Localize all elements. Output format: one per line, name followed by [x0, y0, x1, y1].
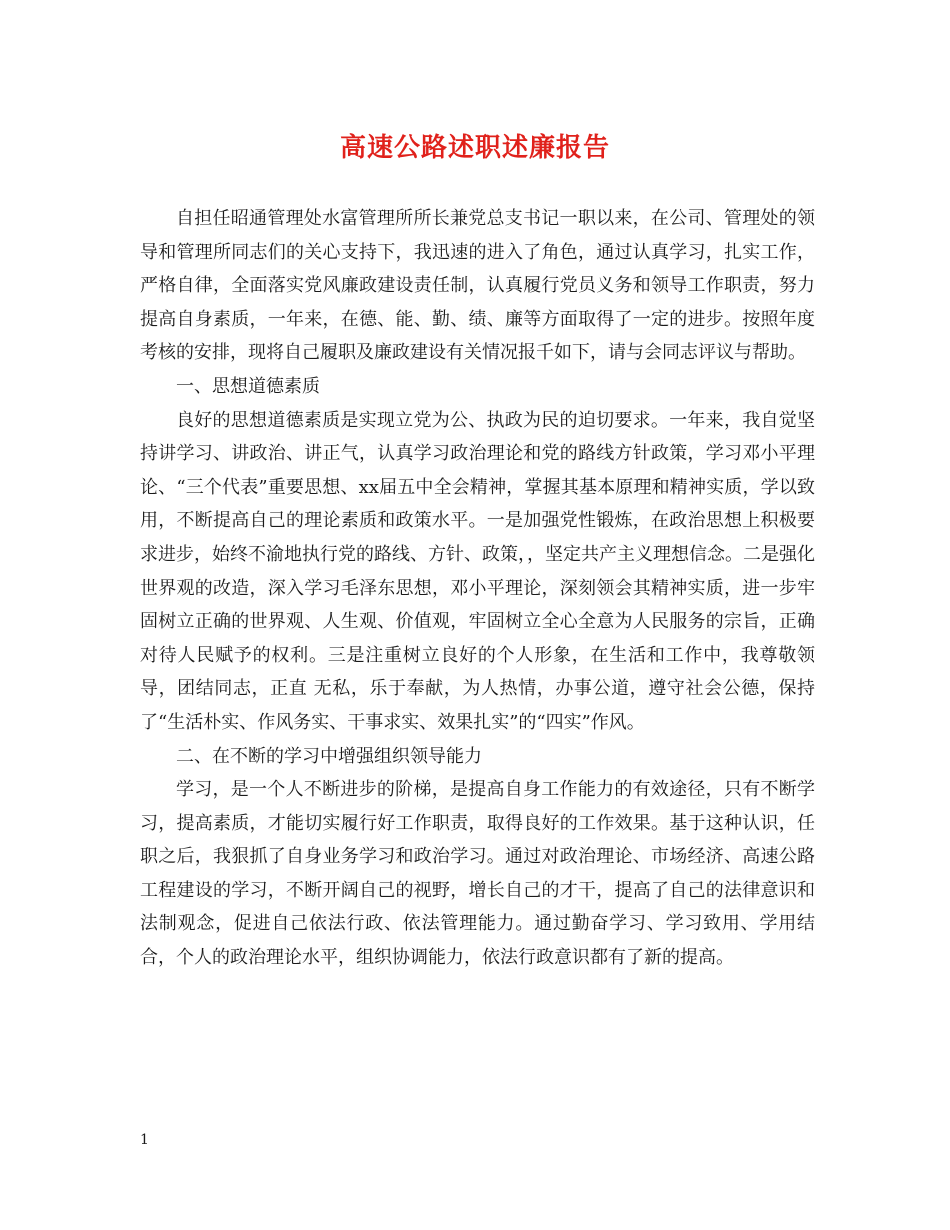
section-1-paragraph: 良好的思想道德素质是实现立党为公、执政为民的迫切要求。一年来，我自觉坚持讲学习、讲政治、讲正气，认真学习政治理论和党的路线方针政策，学习邓小平理论、“三个代表”重要思想、xx届五中全会精神，掌握其基本原理和精神实质，学以致用，不断提高自己的理论素质和政策水平。一是加强党性锻炼，在政治思想上积极要求进步，始终不渝地执行党的路线、方针、政策，，坚定共产主义理想信念。二是强化世界观的改造，深入学习毛泽东思想，邓小平理论，深刻领会其精神实质，进一步牢固树立正确的世界观、人生观、价值观，牢固树立全心全意为人民服务的宗旨，正确对待人民赋予的权利。三是注重树立良好的个人形象，在生活和工作中，我尊敬领导，团结同志，正直 无私，乐于奉献，为人热情，办事公道，遵守社会公德，保持了“生活朴实、作风务实、干事求实、效果扎实”的“四实”作风。 [140, 409, 815, 733]
section-heading-1: 一、思想道德素质 [176, 375, 320, 397]
section-heading-2: 二、在不断的学习中增强组织领导能力 [176, 745, 482, 767]
page-number: 1 [140, 1132, 149, 1148]
document-title: 高速公路述职述廉报告 [339, 133, 610, 163]
intro-paragraph: 自担任昭通管理处水富管理所所长兼党总支书记一职以来，在公司、管理处的领导和管理所同志们的关心支持下，我迅速的进入了角色，通过认真学习，扎实工作，严格自律，全面落实党风廉政建设责任制，认真履行党员义务和领导工作职责，努力提高自身素质，一年来，在德、能、勤、绩、廉等方面取得了一定的进步。按照年度考核的安排，现将自己履职及廉政建设有关情况报千如下，请与会同志评议与帮助。 [140, 208, 815, 364]
document-body [140, 202, 815, 975]
section-2-paragraph: 学习，是一个人不断进步的阶梯，是提高自身工作能力的有效途径，只有不断学习，提高素质，才能切实履行好工作职责，取得良好的工作效果。基于这种认识，任职之后，我狠抓了自身业务学习和政治学习。通过对政治理论、市场经济、高速公路工程建设的学习，不断开阔自己的视野，增长自己的才干，提高了自己的法律意识和法制观念，促进自己依法行政、依法管理能力。通过勤奋学习、学习致用、学用结合，个人的政治理论水平，组织协调能力，依法行政意识都有了新的提高。 [140, 779, 815, 969]
